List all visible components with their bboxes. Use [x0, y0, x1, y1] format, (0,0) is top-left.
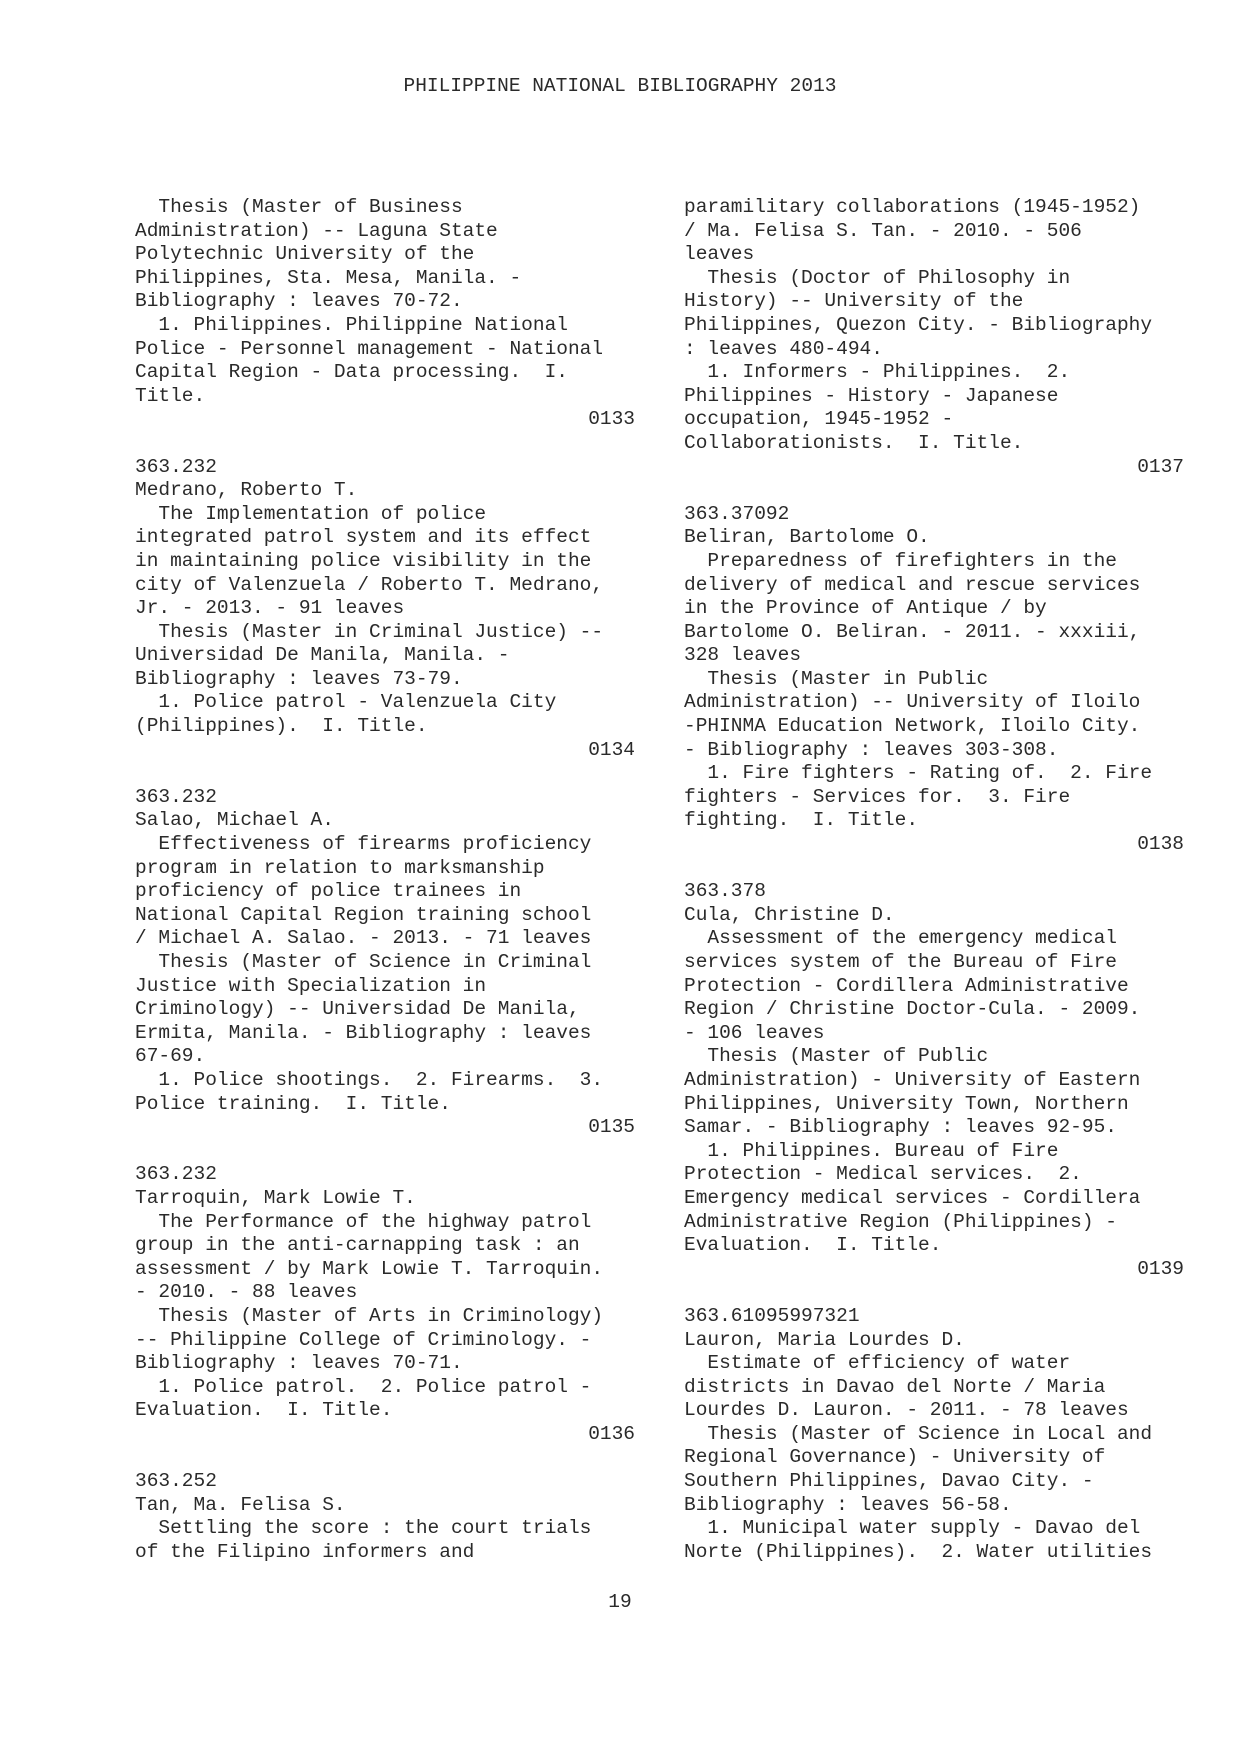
entry-line: Police - Personnel management - National — [135, 337, 604, 360]
entry-spacer — [135, 762, 635, 786]
entry-line: The Performance of the highway patrol — [135, 1210, 592, 1233]
entry-line: 363.252 — [135, 1470, 217, 1493]
entry-line: assessment / by Mark Lowie T. Tarroquin. — [135, 1257, 604, 1280]
entry-line: Administration) - University of Eastern — [684, 1068, 1141, 1091]
entry-line: - 2010. - 88 leaves — [135, 1281, 358, 1304]
entry-line: 1. Informers - Philippines. 2. — [684, 361, 1071, 384]
entry-line: 363.61095997321 — [684, 1304, 860, 1327]
entry-line: Title. — [135, 384, 206, 407]
entry-line: -- Philippine College of Criminology. - — [135, 1328, 592, 1351]
entry-line: Protection - Cordillera Administrative — [684, 974, 1129, 997]
entry-spacer — [684, 857, 1184, 881]
entry-line: Administration) -- Laguna State — [135, 219, 498, 242]
entry-line: Settling the score : the court trials — [135, 1517, 592, 1540]
entry-line: History) -- University of the — [684, 290, 1024, 313]
entry-line: occupation, 1945-1952 - — [684, 408, 954, 431]
entry-line: Lauron, Maria Lourdes D. — [684, 1328, 965, 1351]
entry-line: Philippines, Quezon City. - Bibliography — [684, 313, 1153, 336]
entry-line: 1. Police patrol. 2. Police patrol - — [135, 1375, 592, 1398]
bibliography-entry — [135, 456, 635, 763]
entry-line: districts in Davao del Norte / Maria — [684, 1375, 1106, 1398]
entry-line: 1. Municipal water supply - Davao del — [684, 1517, 1141, 1540]
entry-line: integrated patrol system and its effect — [135, 526, 592, 549]
entry-line: Philippines, University Town, Northern — [684, 1092, 1129, 1115]
page-number: 19 — [608, 1591, 632, 1613]
entry-line: Administration) -- University of Iloilo — [684, 691, 1141, 714]
entry-line: Tarroquin, Mark Lowie T. — [135, 1186, 416, 1209]
entry-number: 0134 — [588, 738, 635, 761]
entry-line: Preparedness of firefighters in the — [684, 549, 1117, 572]
entry-line: Ermita, Manila. - Bibliography : leaves — [135, 1021, 592, 1044]
entry-line: proficiency of police trainees in — [135, 880, 522, 903]
entry-line: Thesis (Master of Arts in Criminology) — [135, 1304, 604, 1327]
entry-line: : leaves 480-494. — [684, 337, 883, 360]
entry-line: / Ma. Felisa S. Tan. - 2010. - 506 — [684, 219, 1082, 242]
entry-line: 363.378 — [684, 880, 766, 903]
entry-line: Thesis (Master of Science in Local and — [684, 1422, 1153, 1445]
entry-line: National Capital Region training school — [135, 903, 592, 926]
entry-line: Tan, Ma. Felisa S. — [135, 1493, 346, 1516]
entry-line: 328 leaves — [684, 644, 802, 667]
entry-line: fighters - Services for. 3. Fire — [684, 785, 1071, 808]
entry-line: Cula, Christine D. — [684, 903, 895, 926]
entry-line: 67-69. — [135, 1045, 206, 1068]
continuing-entry — [135, 1470, 635, 1564]
entry-line: Beliran, Bartolome O. — [684, 526, 930, 549]
entry-line: Thesis (Doctor of Philosophy in — [684, 266, 1071, 289]
entry-line: 363.232 — [135, 455, 217, 478]
entry-spacer — [684, 479, 1184, 503]
entry-line: leaves — [684, 243, 755, 266]
entry-number: 0137 — [1137, 455, 1184, 478]
entry-number: 0135 — [588, 1116, 635, 1139]
right-column — [684, 196, 1184, 1564]
entry-line: Salao, Michael A. — [135, 809, 334, 832]
entry-line: Justice with Specialization in — [135, 974, 487, 997]
entry-line: 1. Fire fighters - Rating of. 2. Fire — [684, 762, 1153, 785]
entry-line: group in the anti-carnapping task : an — [135, 1234, 580, 1257]
entry-line: program in relation to marksmanship — [135, 856, 545, 879]
entry-line: paramilitary collaborations (1945-1952) — [684, 196, 1141, 218]
entry-line: Region / Christine Doctor-Cula. - 2009. — [684, 998, 1141, 1021]
entry-line: Norte (Philippines). 2. Water utilities — [684, 1540, 1153, 1563]
entry-line: Southern Philippines, Davao City. - — [684, 1470, 1094, 1493]
entry-line: The Implementation of police — [135, 502, 487, 525]
entry-number: 0133 — [588, 408, 635, 431]
entry-line: (Philippines). I. Title. — [135, 715, 428, 738]
entry-line: Bibliography : leaves 56-58. — [684, 1493, 1012, 1516]
entry-spacer — [135, 1140, 635, 1164]
entry-line: Criminology) -- Universidad De Manila, — [135, 998, 580, 1021]
entry-number: 0136 — [588, 1422, 635, 1445]
entry-line: 363.232 — [135, 785, 217, 808]
entry-line: Assessment of the emergency medical — [684, 927, 1117, 950]
bibliography-entry — [684, 503, 1184, 857]
bibliography-entry — [135, 786, 635, 1140]
entry-line: Collaborationists. I. Title. — [684, 431, 1024, 454]
entry-line: - 106 leaves — [684, 1021, 825, 1044]
entry-line: 1. Philippines. Philippine National — [135, 313, 568, 336]
entry-line: 1. Philippines. Bureau of Fire — [684, 1139, 1059, 1162]
entry-line: Thesis (Master of Business — [135, 196, 463, 218]
continued-entry — [135, 196, 635, 432]
entry-line: 1. Police patrol - Valenzuela City — [135, 691, 557, 714]
entry-line: Estimate of efficiency of water — [684, 1352, 1071, 1375]
continued-entry — [684, 196, 1184, 479]
entry-line: Thesis (Master of Public — [684, 1045, 989, 1068]
entry-line: 363.37092 — [684, 502, 790, 525]
entry-line: Thesis (Master in Public — [684, 667, 989, 690]
entry-line: Capital Region - Data processing. I. — [135, 361, 568, 384]
entry-number: 0138 — [1137, 833, 1184, 856]
entry-line: Thesis (Master in Criminal Justice) -- — [135, 620, 604, 643]
entry-line: Administrative Region (Philippines) - — [684, 1210, 1117, 1233]
entry-line: Bibliography : leaves 73-79. — [135, 667, 463, 690]
entry-line: Universidad De Manila, Manila. - — [135, 644, 510, 667]
entry-line: Lourdes D. Lauron. - 2011. - 78 leaves — [684, 1399, 1129, 1422]
entry-line: delivery of medical and rescue services — [684, 573, 1141, 596]
entry-line: Philippines, Sta. Mesa, Manila. - — [135, 266, 522, 289]
entry-number: 0139 — [1137, 1257, 1184, 1280]
bibliography-entry — [135, 1163, 635, 1446]
left-column — [135, 196, 635, 1564]
entry-line: Regional Governance) - University of — [684, 1446, 1106, 1469]
entry-line: Protection - Medical services. 2. — [684, 1163, 1082, 1186]
entry-line: Polytechnic University of the — [135, 243, 475, 266]
entry-line: Bartolome O. Beliran. - 2011. - xxxiii, — [684, 620, 1141, 643]
entry-line: Bibliography : leaves 70-71. — [135, 1352, 463, 1375]
entry-line: - Bibliography : leaves 303-308. — [684, 738, 1059, 761]
entry-spacer — [135, 432, 635, 456]
entry-spacer — [684, 1281, 1184, 1305]
entry-line: -PHINMA Education Network, Iloilo City. — [684, 715, 1141, 738]
entry-line: Bibliography : leaves 70-72. — [135, 290, 463, 313]
entry-line: Police training. I. Title. — [135, 1092, 451, 1115]
entry-line: Jr. - 2013. - 91 leaves — [135, 597, 405, 620]
entry-line: Thesis (Master of Science in Criminal — [135, 951, 592, 973]
entry-spacer — [135, 1446, 635, 1470]
entry-line: 1. Police shootings. 2. Firearms. 3. — [135, 1068, 604, 1091]
entry-line: city of Valenzuela / Roberto T. Medrano, — [135, 573, 604, 596]
running-header: PHILIPPINE NATIONAL BIBLIOGRAPHY 2013 — [403, 75, 837, 97]
entry-line: of the Filipino informers and — [135, 1540, 475, 1563]
entry-line: Effectiveness of firearms proficiency — [135, 833, 592, 856]
entry-line: in the Province of Antique / by — [684, 597, 1047, 620]
entry-line: 363.232 — [135, 1163, 217, 1186]
entry-line: / Michael A. Salao. - 2013. - 71 leaves — [135, 927, 592, 950]
entry-line: Medrano, Roberto T. — [135, 479, 358, 502]
bibliography-entry — [684, 880, 1184, 1281]
entry-line: Emergency medical services - Cordillera — [684, 1186, 1141, 1209]
entry-line: Evaluation. I. Title. — [684, 1234, 942, 1257]
entry-line: Evaluation. I. Title. — [135, 1399, 393, 1422]
continuing-entry — [684, 1305, 1184, 1565]
entry-line: services system of the Bureau of Fire — [684, 951, 1117, 973]
entry-line: fighting. I. Title. — [684, 809, 919, 832]
entry-line: in maintaining police visibility in the — [135, 549, 592, 572]
entry-line: Samar. - Bibliography : leaves 92-95. — [684, 1116, 1117, 1139]
entry-line: Philippines - History - Japanese — [684, 384, 1059, 407]
